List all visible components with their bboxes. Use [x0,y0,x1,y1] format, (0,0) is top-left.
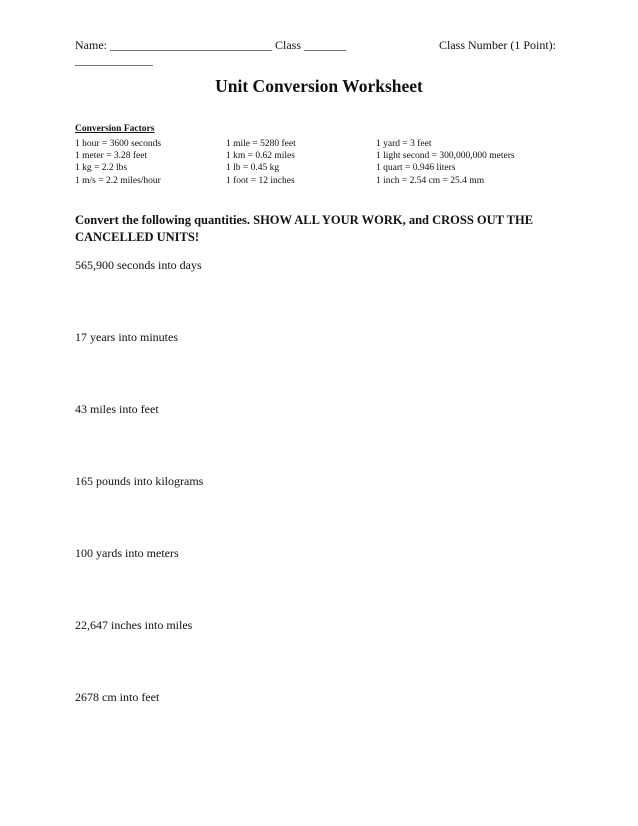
conversion-factors-column-2 [226,138,296,187]
problem-item: 22,647 inches into miles [75,618,193,632]
problem-item: 43 miles into feet [75,402,159,416]
conversion-factors-heading: Conversion Factors [75,124,155,134]
problem-item: 165 pounds into kilograms [75,474,204,488]
conversion-factor: 1 foot = 12 inches [226,175,295,186]
problem-item: 565,900 seconds into days [75,258,202,272]
instructions: Convert the following quantities. SHOW ALL YOUR WORK, and CROSS OUT THE CANCELLED UNITS! [75,213,534,244]
conversion-factor: 1 yard = 3 feet [376,139,432,149]
conversion-factor: 1 mile = 5280 feet [226,139,296,149]
conversion-factor: 1 inch = 2.54 cm = 25.4 mm [376,175,485,186]
conversion-factor: 1 hour = 3600 seconds [75,139,162,149]
conversion-factor: 1 kg = 2.2 lbs [75,163,128,174]
name-class-line: Name: ___________________________ Class _______ [75,38,346,52]
conversion-factors-column-3 [376,138,515,187]
conversion-factor: 1 m/s = 2.2 miles/hour [75,175,161,186]
conversion-factor: 1 km = 0.62 miles [226,151,295,162]
conversion-factors-column-1 [75,138,161,187]
problem-item: 17 years into minutes [75,330,178,344]
problem-item: 100 yards into meters [75,546,179,560]
conversion-factor: 1 meter = 3.28 feet [75,151,148,162]
conversion-factor: 1 light second = 300,000,000 meters [376,151,515,162]
class-number-label: Class Number (1 Point): [439,38,556,52]
class-number-blank: _____________ [75,53,153,67]
conversion-factor: 1 quart = 0.946 liters [376,163,456,174]
conversion-factor: 1 lb = 0.45 kg [226,163,280,174]
problem-item: 2678 cm into feet [75,690,160,704]
page-title: Unit Conversion Worksheet [215,76,423,96]
